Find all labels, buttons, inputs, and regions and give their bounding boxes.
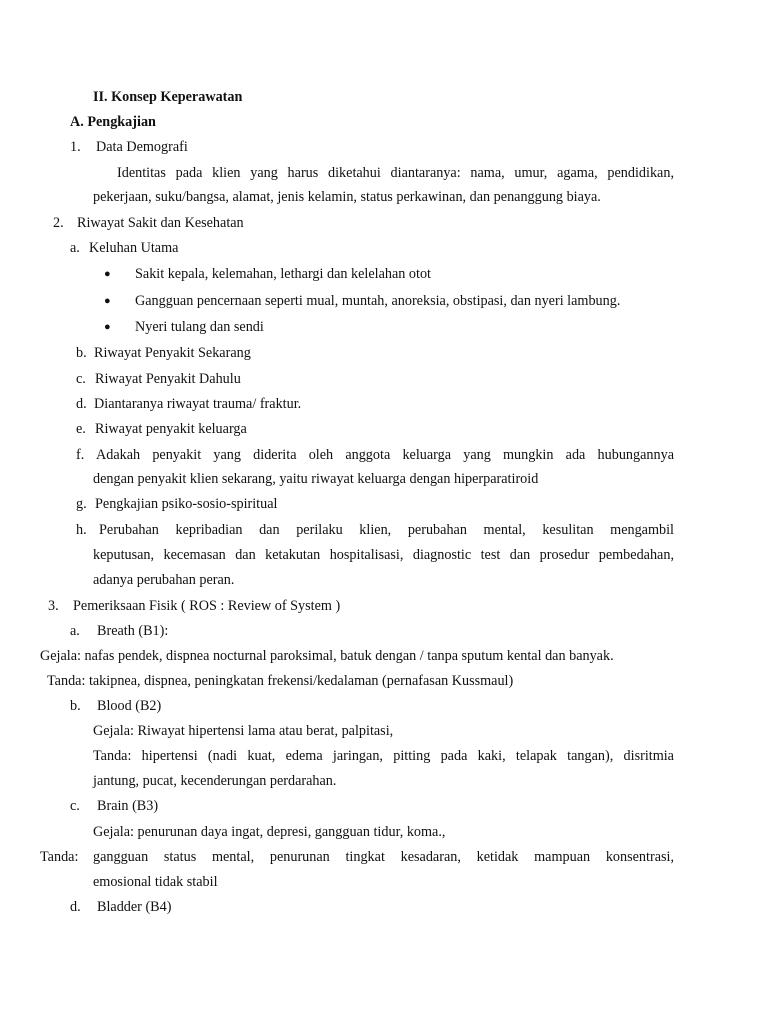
subitem-letter: c. — [70, 798, 80, 814]
subitem-letter: d. — [70, 899, 81, 915]
subitem-title: Blood (B2) — [97, 698, 162, 714]
item-number: 3. — [48, 598, 59, 614]
subitem-title: Riwayat penyakit keluarga — [95, 421, 247, 437]
subitem-letter: b. — [76, 345, 87, 361]
item-number: 1. — [70, 139, 81, 155]
paragraph-line: Gejala: nafas pendek, dispnea nocturnal paroksimal, batuk dengan / tanpa sputum kental dan banyak. — [40, 648, 614, 664]
bullet-icon: ● — [104, 321, 111, 333]
tanda-label: Tanda: — [40, 849, 79, 865]
paragraph-line: jantung, pucat, kecenderungan perdarahan. — [93, 773, 337, 789]
item-title: Riwayat Sakit dan Kesehatan — [77, 215, 244, 231]
subsection-heading: A. Pengkajian — [70, 114, 156, 130]
list-item: Gangguan pencernaan seperti mual, muntah, anoreksia, obstipasi, dan nyeri lambung. — [135, 293, 621, 309]
paragraph-line: dengan penyakit klien sekarang, yaitu riwayat keluarga dengan hiperparatiroid — [93, 471, 539, 487]
paragraph-line: Gejala: penurunan daya ingat, depresi, gangguan tidur, koma., — [93, 824, 446, 840]
paragraph-line: Adakah penyakit yang diderita oleh anggota keluarga yang mungkin ada hubungannya — [96, 447, 674, 463]
subitem-title: Keluhan Utama — [89, 240, 179, 256]
item-number: 2. — [53, 215, 64, 231]
subitem-letter: c. — [76, 371, 86, 387]
paragraph-line: gangguan status mental, penurunan tingkat kesadaran, ketidak mampuan konsentrasi, — [93, 849, 674, 865]
subitem-letter: a. — [70, 240, 80, 256]
subitem-letter: h. — [76, 522, 87, 538]
paragraph-line: Identitas pada klien yang harus diketahui diantaranya: nama, umur, agama, pendidikan, — [117, 165, 674, 181]
list-item: Sakit kepala, kelemahan, lethargi dan kelelahan otot — [135, 266, 431, 282]
subitem-letter: e. — [76, 421, 86, 437]
list-item: Nyeri tulang dan sendi — [135, 319, 264, 335]
paragraph-line: Gejala: Riwayat hipertensi lama atau berat, palpitasi, — [93, 723, 394, 739]
item-title: Data Demografi — [96, 139, 188, 155]
paragraph-line: adanya perubahan peran. — [93, 572, 235, 588]
subitem-title: Riwayat Penyakit Dahulu — [95, 371, 241, 387]
bullet-icon: ● — [104, 268, 111, 280]
subitem-title: Pengkajian psiko-sosio-spiritual — [95, 496, 278, 512]
paragraph-line: keputusan, kecemasan dan ketakutan hospitalisasi, diagnostic test dan prosedur pembedahan, — [93, 547, 674, 563]
subitem-title: Diantaranya riwayat trauma/ fraktur. — [94, 396, 302, 412]
paragraph-line: Tanda: hipertensi (nadi kuat, edema jaringan, pitting pada kaki, telapak tangan), disritmia — [93, 748, 674, 764]
subitem-title: Brain (B3) — [97, 798, 159, 814]
subitem-title: Bladder (B4) — [97, 899, 172, 915]
paragraph-line: pekerjaan, suku/bangsa, alamat, jenis kelamin, status perkawinan, dan penanggung biaya. — [93, 189, 601, 205]
subitem-letter: b. — [70, 698, 81, 714]
paragraph-line: Tanda: takipnea, dispnea, peningkatan frekensi/kedalaman (pernafasan Kussmaul) — [47, 673, 514, 689]
subitem-title: Riwayat Penyakit Sekarang — [94, 345, 251, 361]
subitem-letter: f. — [76, 447, 85, 463]
subitem-letter: a. — [70, 623, 80, 639]
subitem-letter: g. — [76, 496, 87, 512]
subitem-title: Breath (B1): — [97, 623, 169, 639]
section-heading: II. Konsep Keperawatan — [93, 89, 243, 105]
bullet-icon: ● — [104, 295, 111, 307]
paragraph-line: Perubahan kepribadian dan perilaku klien, perubahan mental, kesulitan mengambil — [99, 522, 674, 538]
item-title: Pemeriksaan Fisik ( ROS : Review of System ) — [73, 598, 341, 614]
subitem-letter: d. — [76, 396, 87, 412]
paragraph-line: emosional tidak stabil — [93, 874, 218, 890]
